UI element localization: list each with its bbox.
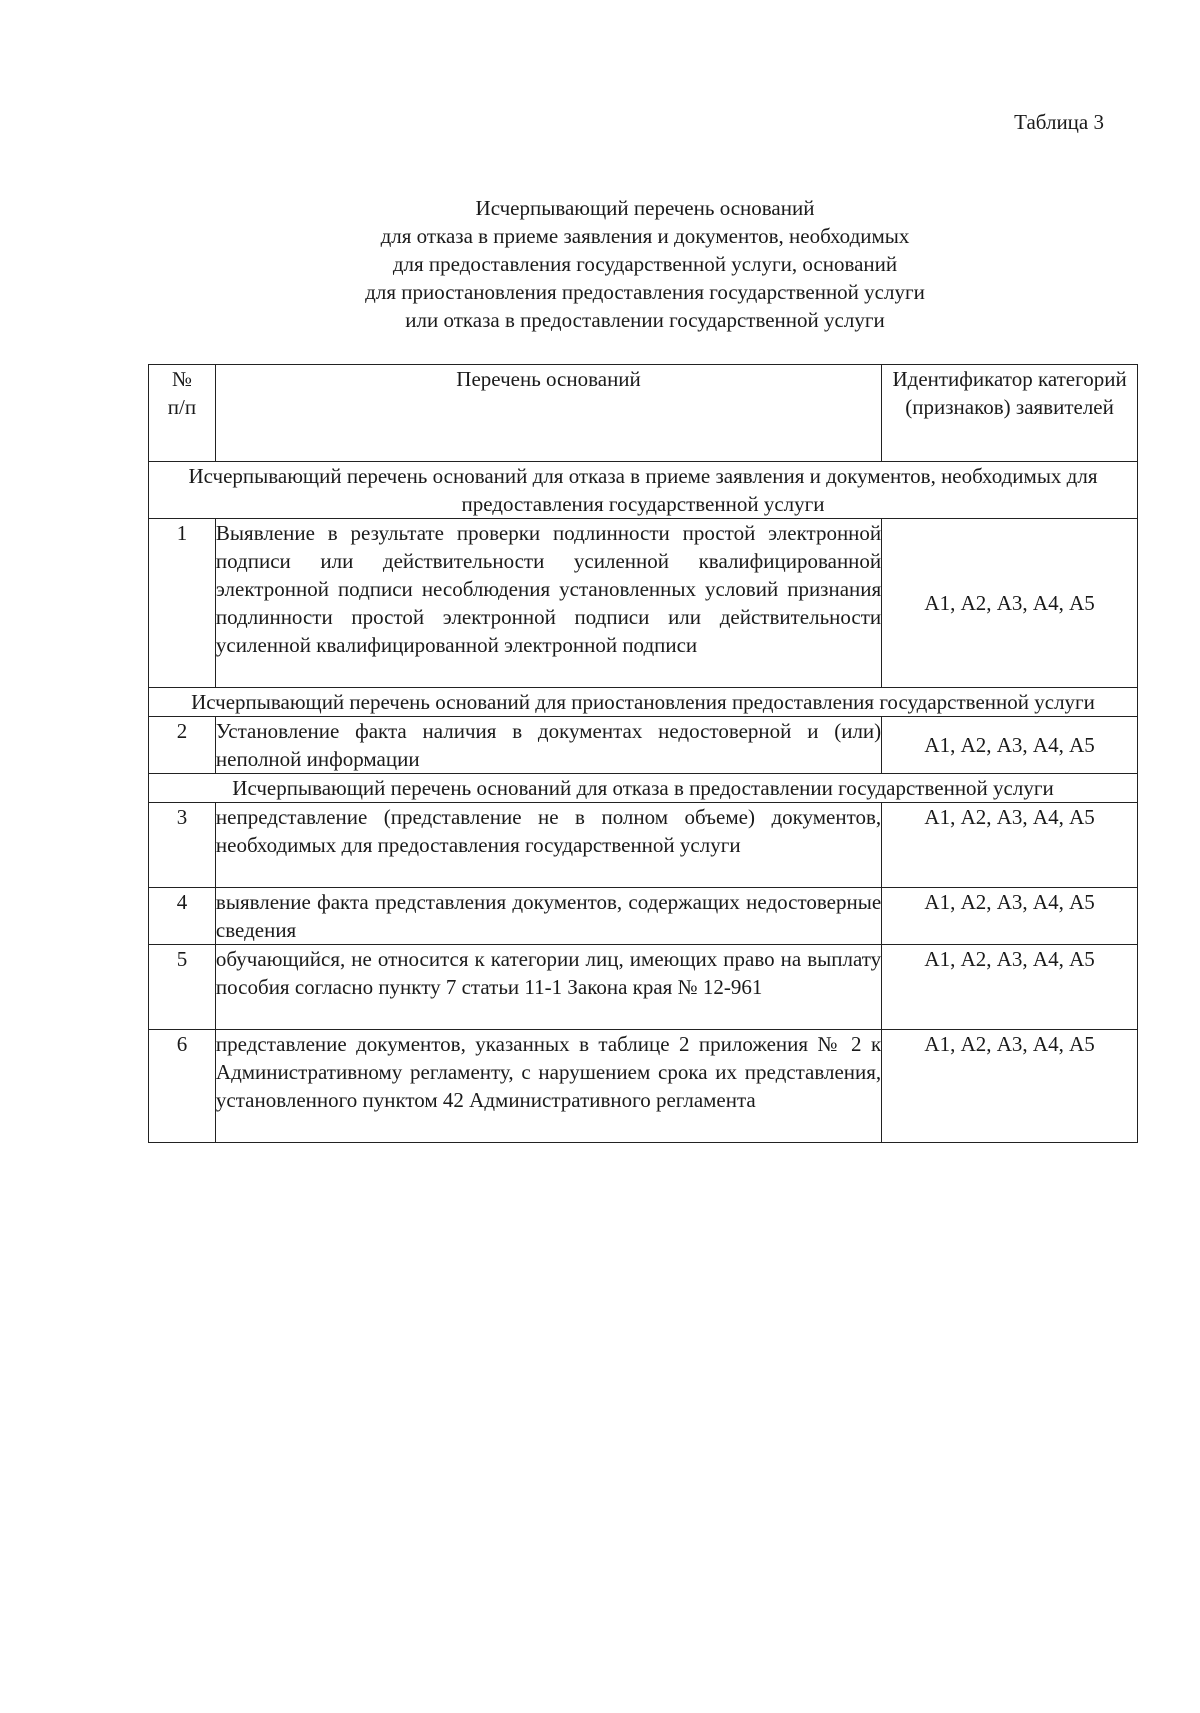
section-row	[149, 462, 1138, 519]
row-identifiers: А1, А2, А3, А4, А5	[882, 888, 1138, 945]
row-number: 6	[149, 1030, 216, 1143]
table-row	[149, 945, 1138, 1030]
grounds-table	[148, 364, 1138, 1143]
row-number: 3	[149, 803, 216, 888]
row-text: Установление факта наличия в документах недостоверной и (или) неполной информации	[215, 717, 881, 774]
row-text: представление документов, указанных в таблице 2 приложения № 2 к Административному регламенту, с нарушением срока их представления, установленного пунктом 42 Административного регламента	[215, 1030, 881, 1143]
title-line: Исчерпывающий перечень оснований	[475, 196, 815, 220]
section-heading: Исчерпывающий перечень оснований для отказа в приеме заявления и документов, необходимых для предоставления государственной услуги	[149, 462, 1138, 519]
table-row	[149, 717, 1138, 774]
row-text: обучающийся, не относится к категории лиц, имеющих право на выплату пособия согласно пункту 7 статьи 11-1 Закона края № 12-961	[215, 945, 881, 1030]
row-number: 4	[149, 888, 216, 945]
header-number-label: п/п	[167, 395, 197, 419]
row-text: Выявление в результате проверки подлинности простой электронной подписи или действительности усиленной квалифицированной электронной подписи несоблюдения установленных условий признания подлинности простой электронной подписи или действительности усиленной квалифицированной электронной подписи	[215, 519, 881, 688]
table-row	[149, 1030, 1138, 1143]
row-text: выявление факта представления документов, содержащих недостоверные сведения	[215, 888, 881, 945]
table-row	[149, 519, 1138, 688]
row-identifiers: А1, А2, А3, А4, А5	[882, 1030, 1138, 1143]
row-number: 2	[149, 717, 216, 774]
table-row	[149, 803, 1138, 888]
title-line: для предоставления государственной услуги, оснований	[392, 252, 898, 276]
header-identifier: Идентификатор категорий (признаков) заявителей	[882, 365, 1138, 462]
row-number: 1	[149, 519, 216, 688]
table-number: Таблица 3	[1014, 110, 1104, 134]
table-row	[149, 888, 1138, 945]
section-heading: Исчерпывающий перечень оснований для приостановления предоставления государственной услуги	[149, 688, 1138, 717]
row-text: непредставление (представление не в полном объеме) документов, необходимых для предоставления государственной услуги	[215, 803, 881, 888]
title-line: или отказа в предоставлении государственной услуги	[405, 308, 885, 332]
title-line: для приостановления предоставления государственной услуги	[365, 280, 925, 304]
row-identifiers: А1, А2, А3, А4, А5	[882, 519, 1138, 688]
header-number	[149, 365, 216, 462]
section-row	[149, 774, 1138, 803]
title-line: для отказа в приеме заявления и документов, необходимых	[380, 224, 910, 248]
row-identifiers: А1, А2, А3, А4, А5	[882, 717, 1138, 774]
header-grounds: Перечень оснований	[215, 365, 881, 462]
row-number: 5	[149, 945, 216, 1030]
section-row	[149, 688, 1138, 717]
header-row	[149, 365, 1138, 462]
row-identifiers: А1, А2, А3, А4, А5	[882, 945, 1138, 1030]
section-heading: Исчерпывающий перечень оснований для отказа в предоставлении государственной услуги	[149, 774, 1138, 803]
header-number-sign: №	[171, 367, 192, 391]
document-title	[150, 194, 1140, 334]
row-identifiers: А1, А2, А3, А4, А5	[882, 803, 1138, 888]
